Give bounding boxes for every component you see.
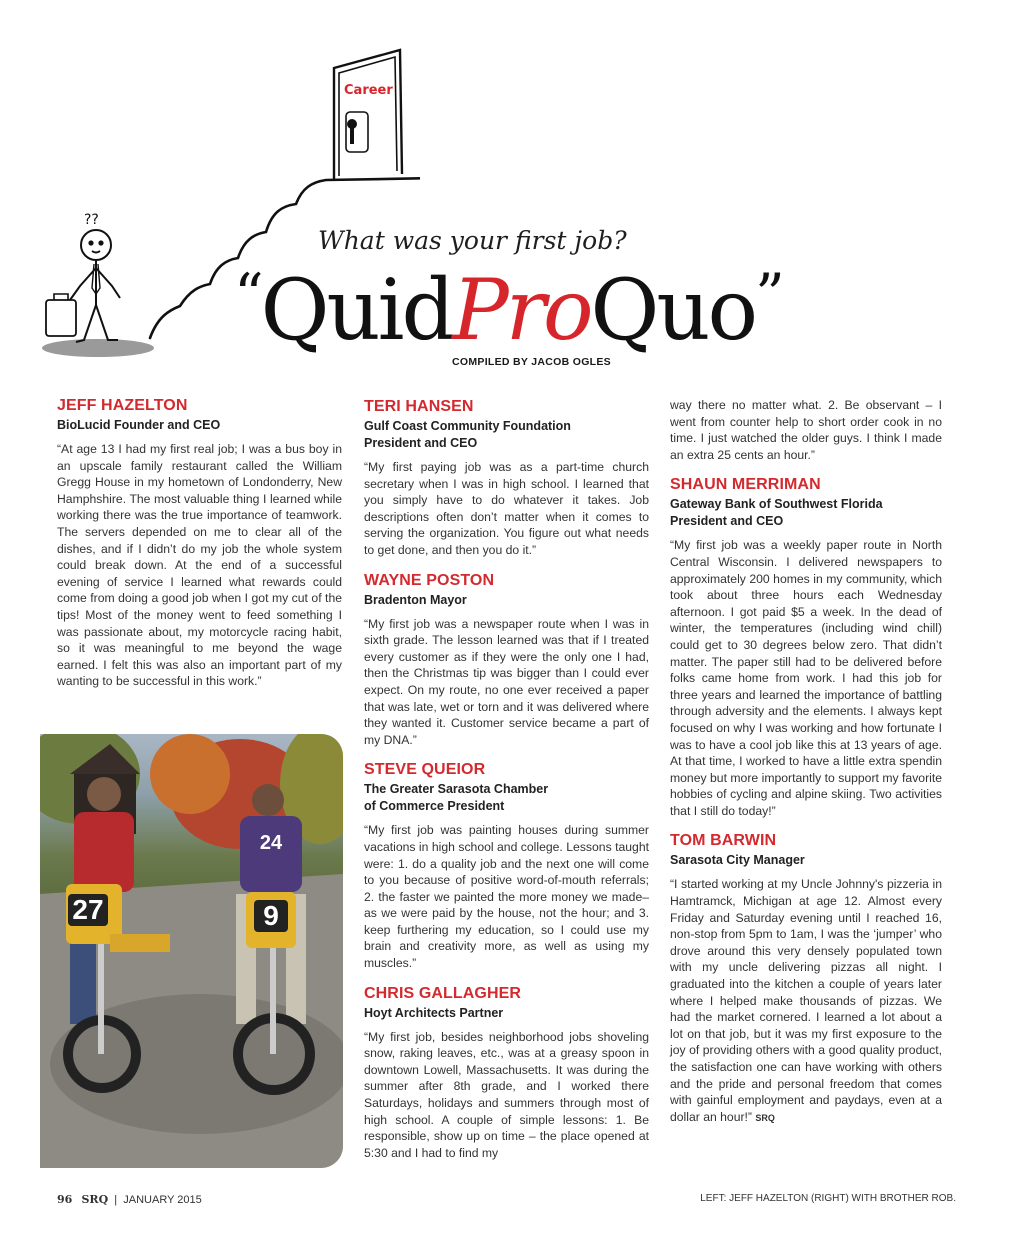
profile-role: BioLucid Founder and CEO <box>57 418 221 432</box>
profile-jeff-hazelton <box>57 396 342 690</box>
profile-quote: “My first job, besides neighborhood jobs shoveling snow, raking leaves, etc., was at a greasy spoon in downtown Lowell, Massachusetts. It was during the summer after 8th grade, and I worked there Saturdays, holidays and summers through most of high school. A couple of simple lessons: 1. Be responsible, show up on time – the place opened at 5:30 and I had to find my <box>364 1029 649 1160</box>
title-close-quote: ” <box>755 261 782 329</box>
title-part-pro: Pro <box>452 261 591 359</box>
photo-hazelton-brothers <box>40 734 343 1168</box>
profile-role: Gateway Bank of Southwest Florida President and CEO <box>670 497 883 529</box>
title-part-quo: Quo <box>590 261 756 359</box>
title-open-quote: “ <box>234 261 261 329</box>
profile-role: Gulf Coast Community Foundation President and CEO <box>364 419 571 450</box>
footer-separator: | <box>114 1194 118 1206</box>
profile-role: Hoyt Architects Partner <box>364 1005 504 1020</box>
door-label: Career <box>344 83 393 98</box>
profile-quote: “My first job was a weekly paper route in North Central Wisconsin. I delivered newspapers to approximately 200 homes in my community, which took about three hours each Wednesday afternoon. I got paid $5 a week. In the dead of winter, the temperatures (including wind chill) could get to 30 degrees below zero. That didn’t matter. The paper still had to be delivered before folks came home from work. I had this job for three years and learned the importance of battling through adversity and the elements. I always kept focused on why I was working and how fortunate I was to have a cool job like this at 13 years of age. At that time, I worked to have a little extra spendin money but more importantly to support my favorite hobbies of cycling and alpine skiing. Two activities that I still do today!” <box>670 538 942 818</box>
profile-name: STEVE QUEIOR <box>364 761 486 779</box>
bike-number-right: 9 <box>254 900 288 932</box>
profile-quote: “My first job was a newspaper route when I was in sixth grade. The lesson learned was that if I treated every customer as if they were the only one I had, then the Christmas tip was bigger than I could ever expect. On my route, no one ever received a paper that was late, wet or torn and it was delivered where they wanted it. Customer service became a part of my DNA.” <box>364 616 649 747</box>
page-title <box>234 261 782 359</box>
page-subtitle: What was your first job? <box>318 226 627 255</box>
profile-role: Bradenton Mayor <box>364 592 467 607</box>
profile-quote: “My first job was painting houses during summer vacations in high school and college. Lessons taught were: 1. do a quality job and the next one will come to you because of positive word-of-mouth referrals; 2. the faster we painted the more money we made–as we were paid by the house, not the hour; and 3. keep furthering my education, so I could use my brain and creativity more, as well as using my muscles.” <box>364 823 649 971</box>
photo-scene <box>40 734 343 1168</box>
profile-chris-gallagher <box>364 984 649 1162</box>
end-mark: SRQ <box>755 1112 775 1123</box>
page-number: 96 <box>57 1193 73 1206</box>
profile-teri-hansen <box>364 397 649 559</box>
profile-name: CHRIS GALLAGHER <box>364 984 522 1002</box>
magazine-name: SRQ <box>81 1193 109 1206</box>
profile-wayne-poston <box>364 571 649 749</box>
profile-quote: “I started working at my Uncle Johnny's pizzeria in Hamtramck, Michigan at age 12. Almost every Friday and Saturday evening until I reached 16, non-stop from 5pm to 1am, I was the ‘jumper’ who drove around this very densely populated town with my uncle delivering pizzas all night. I graduated into the kitchen a couple of years later where I helped make thousands of pizzas. We had the market cornered. I learned a lot about a lot on that job, but it was my first exposure to the joy of providing others with a good quality product, the satisfaction one can have working with others and the pride and personal freedom that comes with gainful employment and paydays, even at a dollar an hour!” <box>670 877 942 1124</box>
profile-name: WAYNE POSTON <box>364 571 495 589</box>
profile-name: JEFF HAZELTON <box>57 397 188 414</box>
profile-name: TOM BARWIN <box>670 832 777 850</box>
photo-caption: LEFT: JEFF HAZELTON (RIGHT) WITH BROTHER ROB. <box>700 1193 956 1204</box>
profile-tom-barwin <box>670 831 942 1126</box>
stick-figure-icon <box>70 212 120 342</box>
figure-shadow <box>42 339 154 357</box>
profile-quote: “My first paying job was as a part-time church secretary when I was in high school. I learned that you simply have to do whatever it takes. Job descriptions often don’t matter when it comes to serving the organization. You figure out what needs to get done, and then you do it.” <box>364 460 649 557</box>
profile-name: TERI HANSEN <box>364 398 474 415</box>
column-3 <box>670 397 942 1138</box>
issue-date: JANUARY 2015 <box>123 1194 202 1206</box>
profile-name: SHAUN MERRIMAN <box>670 476 821 494</box>
profile-quote: “At age 13 I had my first real job; I was a bus boy in an upscale family restaurant called the William Gregg House in my hometown of Londonderry, New Hamphshire. The most valuable thing I learned while working there was the true importance of teamwork. The servers depended on me to clear all of the dishes, and if I didn’t do my job the whole system could break down. At the end of a successful evening of service I learned what rewards could come from doing a good job when I got my cut of the tips! Most of the money went to feed something I was passionate about, my motorcycle racing habit, so it was meaningful to me beyond the wage earned. I felt this was also an important part of my wanting to be successful in this work.” <box>57 442 342 689</box>
byline: COMPILED BY JACOB OGLES <box>452 356 611 368</box>
profile-steve-queior <box>364 760 649 971</box>
page-footer <box>57 1193 202 1206</box>
profile-role: Sarasota City Manager <box>670 853 805 868</box>
column-2 <box>364 397 649 1173</box>
profile-shaun-merriman <box>670 475 942 819</box>
title-part-quid: Quid <box>260 261 453 359</box>
bike-number-left: 27 <box>68 894 108 926</box>
profile-quote-wrap <box>670 876 942 1126</box>
profile-role: The Greater Sarasota Chamber of Commerce President <box>364 782 549 814</box>
column-1 <box>57 396 342 702</box>
door-icon <box>334 50 402 180</box>
profile-quote-continued: way there no matter what. 2. Be observant – I went from counter help to short order cook in no time. I just watched the older guys. I think I made an extra 25 cents an hour.” <box>670 398 942 462</box>
profile-chris-gallagher-continued <box>670 397 942 463</box>
jersey-number: 24 <box>259 832 283 854</box>
svg-text:??: ?? <box>84 212 99 228</box>
briefcase-icon <box>46 294 76 336</box>
